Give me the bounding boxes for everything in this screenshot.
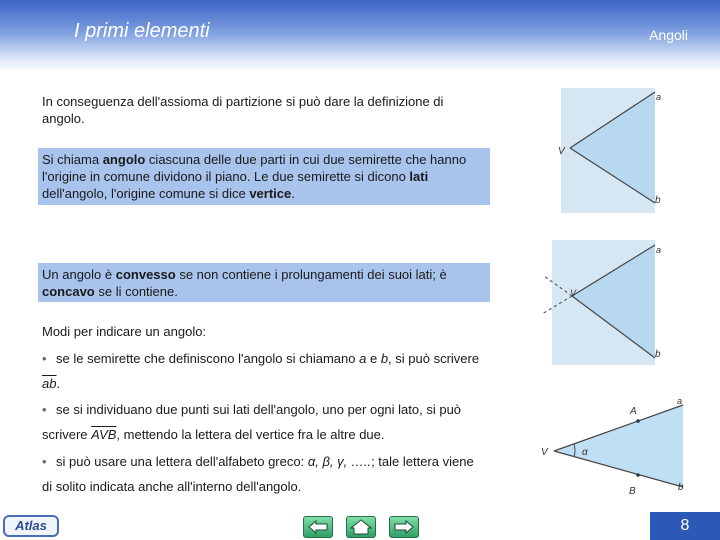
point-a-marker	[636, 419, 640, 423]
side-b-label: b	[678, 482, 684, 493]
definition-text: .	[291, 186, 295, 201]
angle-region	[554, 405, 683, 487]
bullet-text: , mettendo la lettera del vertice fra le altre due.	[116, 427, 385, 442]
bullet-item	[42, 397, 482, 447]
bullet-icon: •	[42, 402, 47, 417]
convex-box	[38, 263, 490, 302]
page-number: 8	[650, 512, 720, 540]
angle-notation: $\overline{ab}$	[42, 376, 57, 391]
bullet-text: e	[366, 351, 381, 366]
convex-text: se li contiene.	[94, 284, 178, 299]
side-a-label: a	[656, 92, 662, 102]
bullet-text: se le semirette che definiscono l'angolo si chiamano	[56, 351, 360, 366]
bullet-item	[42, 346, 482, 396]
side-b-label: b	[655, 349, 661, 360]
modes-title: Modi per indicare un angolo:	[42, 324, 207, 339]
bullet-icon: •	[42, 351, 47, 366]
point-a-label: A	[630, 406, 637, 417]
term-convesso: convesso	[115, 267, 176, 282]
vertex-label: V	[558, 146, 565, 157]
term-angolo: angolo	[102, 152, 146, 167]
side-b-label: b	[655, 195, 661, 206]
arrow-right-icon	[393, 519, 415, 535]
point-b-label: B	[629, 486, 636, 497]
side-a-label: a	[656, 245, 662, 255]
bullet-var: b	[380, 351, 389, 366]
atlas-logo: Atlas	[3, 515, 59, 537]
convex-text: Un angolo è	[42, 267, 116, 282]
term-lati: lati	[409, 169, 429, 184]
home-icon	[350, 519, 372, 535]
greek-letters: α, β, γ, …..	[307, 454, 372, 469]
definition-text: ciascuna delle due parti in cui due semirette che hanno l'origine in comune dividono il piano. Le due semirette si dicono	[42, 152, 467, 184]
definition-text: Si chiama	[42, 152, 103, 167]
vertex-label: V	[541, 447, 548, 458]
intro-paragraph: In conseguenza dell'assioma di partizione si può dare la definizione di angolo.	[42, 94, 444, 126]
section-title: Angoli	[649, 27, 688, 43]
bullet-text: si può usare una lettera dell'alfabeto greco:	[56, 454, 308, 469]
prev-button[interactable]	[303, 516, 333, 538]
angle-figure-2	[540, 240, 670, 365]
angle-figure-3	[538, 395, 688, 500]
next-button[interactable]	[389, 516, 419, 538]
term-concavo: concavo	[42, 284, 95, 299]
side-a-label: a	[677, 396, 683, 406]
angle-notation: $\overline{AVB}$	[91, 427, 117, 442]
term-vertice: vertice	[249, 186, 292, 201]
bullet-text: , si può scrivere	[388, 351, 480, 366]
home-button[interactable]	[346, 516, 376, 538]
bullet-text: ; tale lettera viene di solito indicata anche all'interno dell'angolo.	[42, 454, 474, 494]
angle-greek-label: α	[582, 447, 588, 458]
vertex-label: V	[570, 288, 577, 298]
bullet-var: a	[359, 351, 367, 366]
page-title: I primi elementi	[74, 20, 210, 42]
bullet-text: .	[56, 376, 61, 391]
convex-text: se non contiene i prolungamenti dei suoi lati; è	[175, 267, 447, 282]
header-bar	[0, 0, 720, 72]
bullet-text: se si individuano due punti sui lati dell'angolo, uno per ogni lato, si può scrivere	[42, 402, 462, 442]
definition-text: dell'angolo, l'origine comune si dice	[42, 186, 250, 201]
definition-box	[38, 148, 490, 205]
point-b-marker	[636, 473, 640, 477]
bullet-item	[42, 449, 482, 499]
angle-figure-1	[555, 88, 670, 213]
bullet-icon: •	[42, 454, 47, 469]
arrow-left-icon	[307, 519, 329, 535]
